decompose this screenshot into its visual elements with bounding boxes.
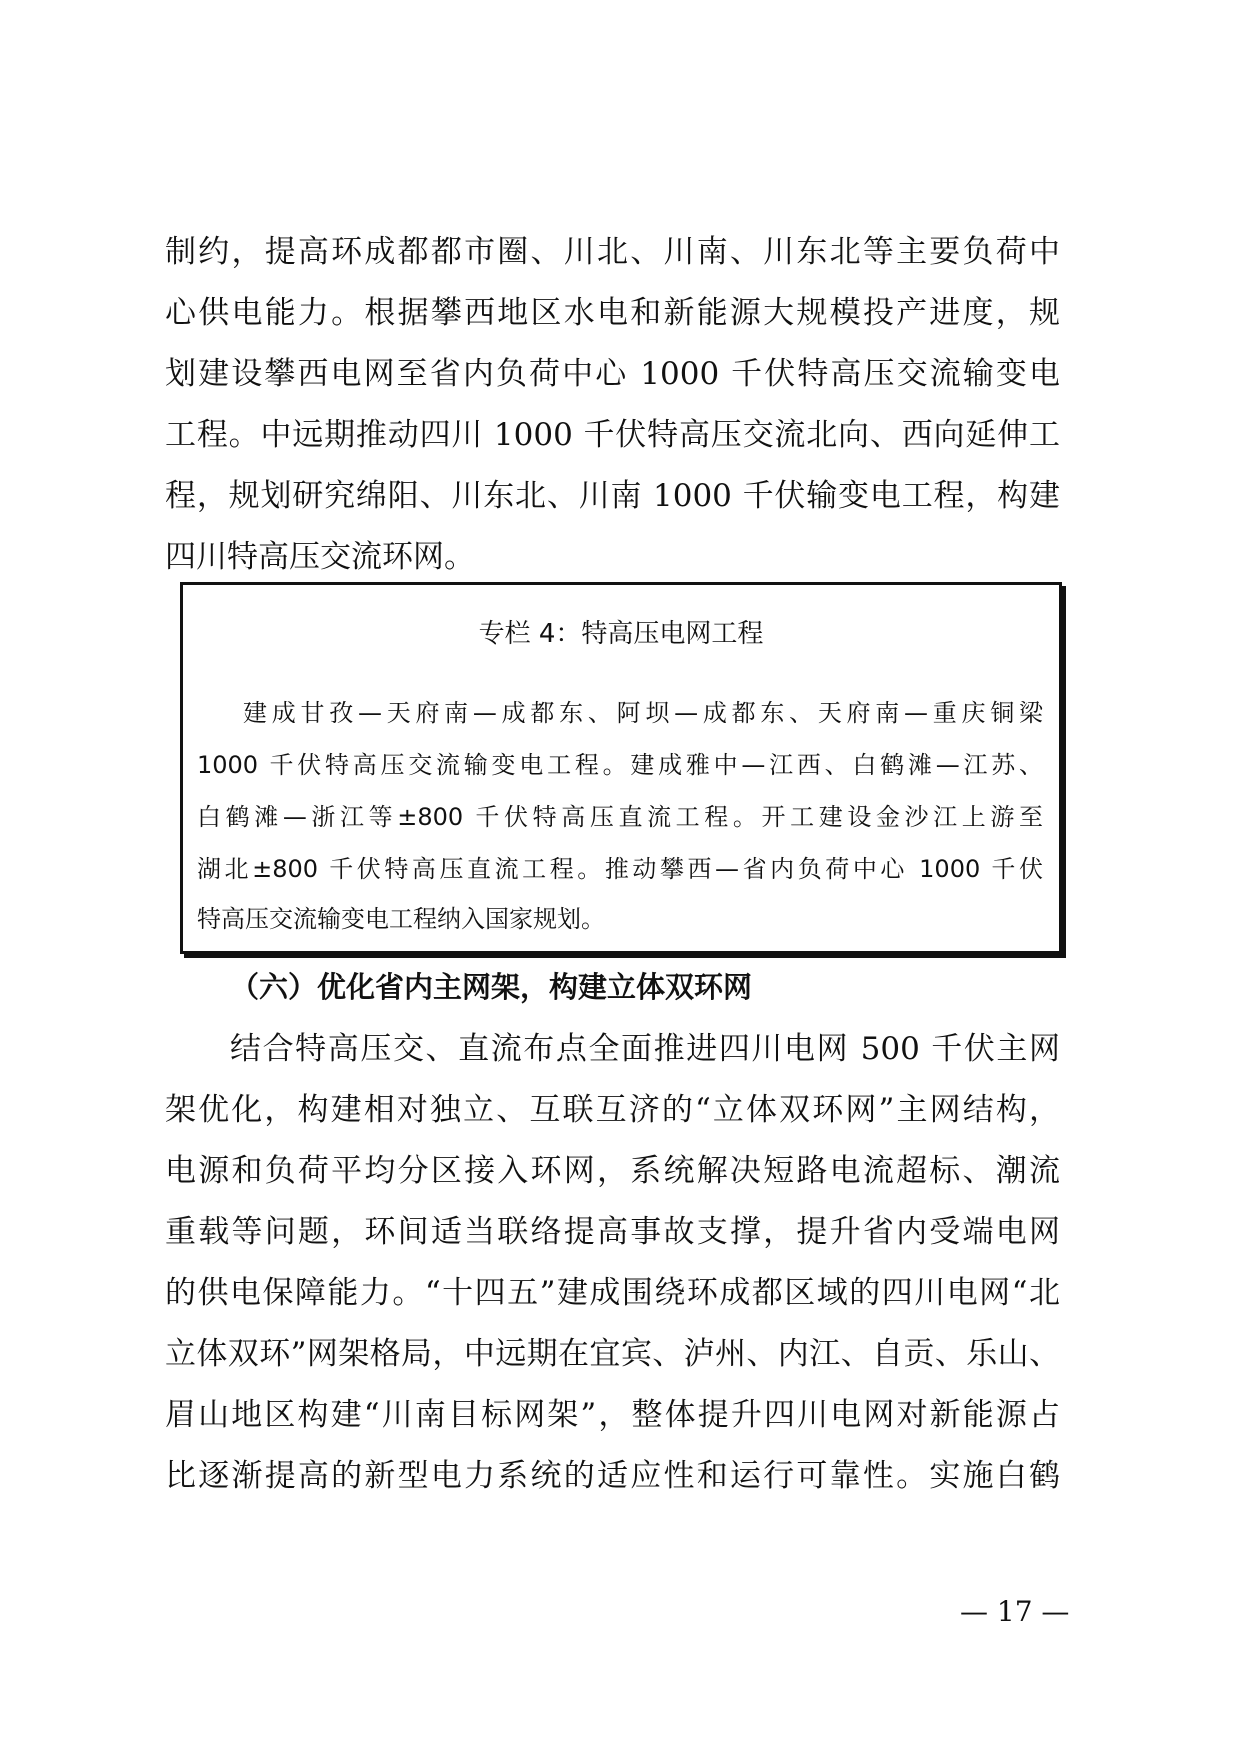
body-text-line: 比逐渐提高的新型电力系统的适应性和运行可靠性。实施白鹤 xyxy=(165,1458,1060,1494)
body-text-line: 工程。中远期推动四川 1000 千伏特高压交流北向、西向延伸工 xyxy=(165,417,1060,453)
body-text-line: 心供电能力。根据攀西地区水电和新能源大规模投产进度，规 xyxy=(165,295,1060,331)
column-box-line: 特高压交流输变电工程纳入国家规划。 xyxy=(197,905,605,933)
column-box-line: 白鹤滩—浙江等±800 千伏特高压直流工程。开工建设金沙江上游至 xyxy=(197,803,1043,831)
page-number: — 17 — xyxy=(960,1595,1070,1628)
body-text-line: 制约，提高环成都都市圈、川北、川南、川东北等主要负荷中 xyxy=(165,234,1060,270)
body-text-line: 立体双环”网架格局，中远期在宜宾、泸州、内江、自贡、乐山、 xyxy=(165,1336,1060,1372)
column-box-title: 专栏 4：特高压电网工程 xyxy=(478,619,764,649)
column-box-line: 湖北±800 千伏特高压直流工程。推动攀西—省内负荷中心 1000 千伏 xyxy=(197,855,1043,883)
column-box-line: 1000 千伏特高压交流输变电工程。建成雅中—江西、白鹤滩—江苏、 xyxy=(197,751,1043,779)
section-heading: （六）优化省内主网架，构建立体双环网 xyxy=(230,970,753,1004)
body-text-line: 的供电保障能力。“十四五”建成围绕环成都区域的四川电网“北 xyxy=(165,1275,1060,1311)
body-text-line: 结合特高压交、直流布点全面推进四川电网 500 千伏主网 xyxy=(230,1031,1060,1067)
body-text-line: 眉山地区构建“川南目标网架”，整体提升四川电网对新能源占 xyxy=(165,1397,1060,1433)
body-text-line: 电源和负荷平均分区接入环网，系统解决短路电流超标、潮流 xyxy=(165,1153,1060,1189)
column-box xyxy=(180,582,1062,954)
body-text-line: 架优化，构建相对独立、互联互济的“立体双环网”主网结构， xyxy=(165,1092,1060,1128)
body-text-line: 程，规划研究绵阳、川东北、川南 1000 千伏输变电工程，构建 xyxy=(165,478,1060,514)
body-text-line: 重载等问题，环间适当联络提高事故支撑，提升省内受端电网 xyxy=(165,1214,1060,1250)
body-text-line: 四川特高压交流环网。 xyxy=(165,539,475,575)
body-text-line: 划建设攀西电网至省内负荷中心 1000 千伏特高压交流输变电 xyxy=(165,356,1060,392)
column-box-line: 建成甘孜—天府南—成都东、阿坝—成都东、天府南—重庆铜梁 xyxy=(243,699,1043,727)
